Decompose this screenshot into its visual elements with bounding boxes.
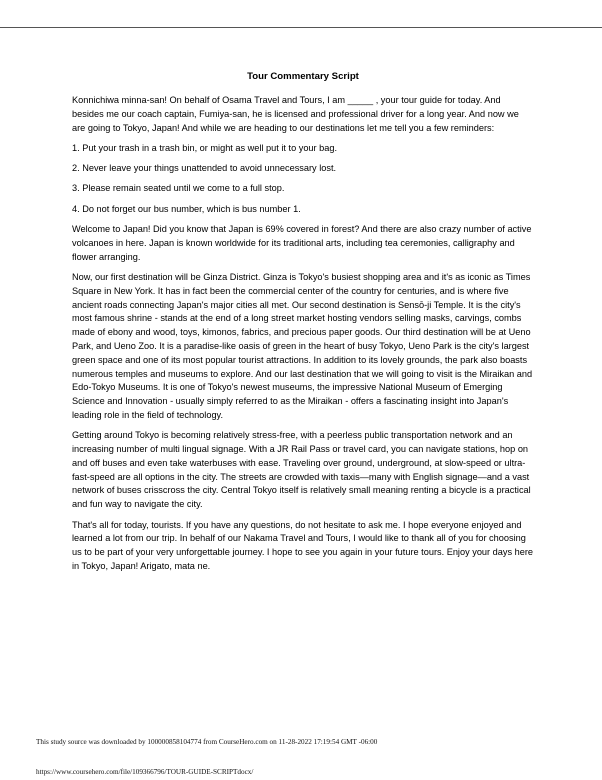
list-item: 1. Put your trash in a trash bin, or might as well put it to your bag.	[72, 142, 338, 153]
intro-paragraph: Konnichiwa minna-san! On behalf of Osama Travel and Tours, I am _____ , your tour guide for today. And besides me our coach captain, Fumiya-san, he is licensed and professional driver for a long year. And now we are going to Tokyo, Japan! And while we are heading to our destinations let me tell you a few reminders:	[72, 95, 519, 133]
document-body	[72, 70, 534, 580]
document-title: Tour Commentary Script	[247, 71, 359, 82]
reminders-list	[72, 142, 534, 217]
download-source-note: This study source was downloaded by 100000858104774 from CourseHero.com on 11-28-2022 17:19:54 GMT -06:00	[36, 738, 378, 746]
top-divider	[0, 27, 602, 28]
destinations-paragraph: Now, our first destination will be Ginza District. Ginza is Tokyo's busiest shopping area and it's as iconic as Times Square in New York. It has in fact been the commercial center of the country for centuries, and is where five ancient roads connecting Japan's major cities all met. Our second destination is Sensō-ji Temple. It is the city's most famous shrine - stands at the end of a long street market hosting vendors selling masks, carvings, combs made of ebony and wood, toys, kimonos, fabrics, and precious paper goods. Our third destination will be at Ueno Park, and Ueno Zoo. It is a paradise-like oasis of green in the heart of busy Tokyo, Ueno Park is the city's largest green space and one of its most popular tourist attractions. In addition to its lovely grounds, the park also boasts numerous temples and museums to explore. And our last destination that we will going to visit is the Miraikan and Edo-Tokyo Museums. It is one of Tokyo's newest museums, the impressive National Museum of Emerging Science and Innovation - usually simply referred to as the Miraikan - offers a fascinating insight into Japan's leading role in the field of technology.	[72, 271, 533, 420]
closing-paragraph: That's all for today, tourists. If you have any questions, do not hesitate to ask me. I hope everyone enjoyed and learned a lot from our trip. In behalf of our Nakama Travel and Tours, I would like to thank all of you for choosing us to be part of your very unforgettable journey. I hope to see you again in your future tours. Enjoy your days here in Tokyo, Japan! Arigato, mata ne.	[72, 519, 534, 571]
welcome-paragraph: Welcome to Japan! Did you know that Japan is 69% covered in forest? And there are also crazy number of active volcanoes in here. Japan is known worldwide for its traditional arts, including tea ceremonies, calligraphy and flower arranging.	[72, 224, 532, 262]
list-item: 2. Never leave your things unattended to avoid unnecessary lost.	[72, 163, 337, 174]
transport-paragraph: Getting around Tokyo is becoming relatively stress-free, with a peerless public transportation network and an increasing number of multi lingual signage. With a JR Rail Pass or travel card, you can navigate stations, hop on and off buses and even take waterbuses with ease. Traveling over ground, underground, at slow-speed or ultra-fast-speed are all options in the city. The streets are crowded with taxis—many with English signage—and a vast network of buses crisscross the city. Central Tokyo itself is relatively small meaning renting a bicycle is a practical and fun way to navigate the city.	[72, 430, 531, 510]
list-item: 3. Please remain seated until we come to a full stop.	[72, 183, 285, 194]
source-url-link[interactable]: https://www.coursehero.com/file/109366796/TOUR-GUIDE-SCRIPTdocx/	[36, 768, 254, 776]
list-item: 4. Do not forget our bus number, which is bus number 1.	[72, 203, 301, 214]
